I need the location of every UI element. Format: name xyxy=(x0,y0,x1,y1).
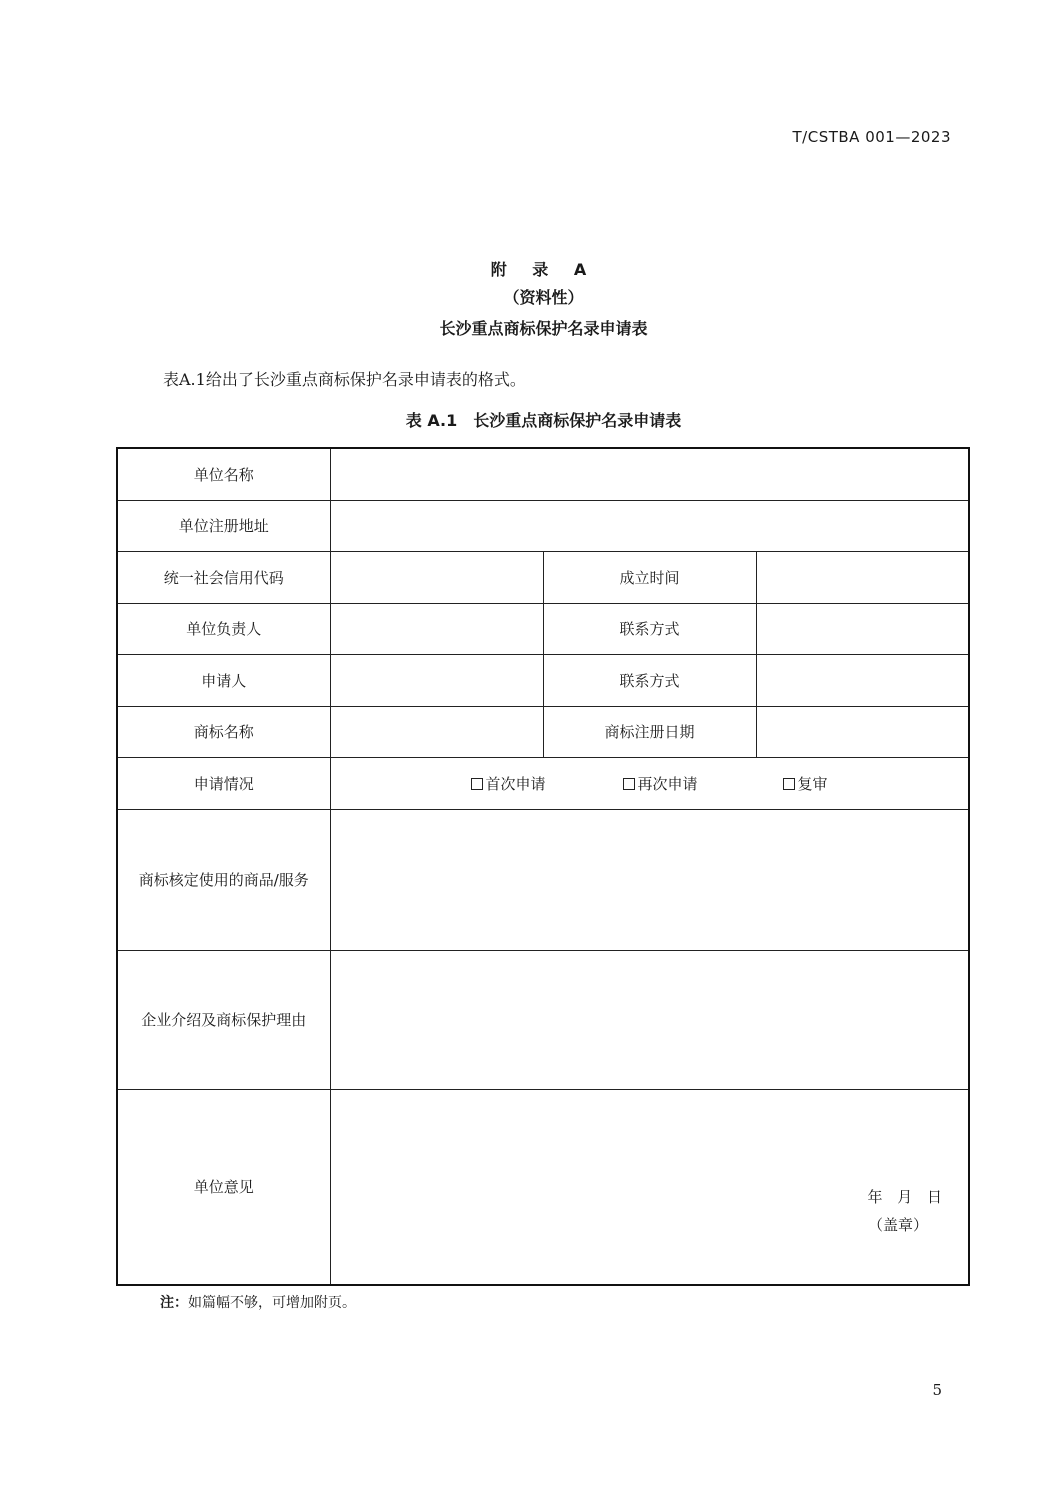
application-form-table xyxy=(116,447,970,1286)
field-unit-name[interactable] xyxy=(330,448,969,500)
field-unit-leader[interactable] xyxy=(330,603,543,654)
document-code: T/CSTBA 001—2023 xyxy=(792,128,951,146)
field-trademark-name[interactable] xyxy=(330,706,543,757)
field-established[interactable] xyxy=(756,551,969,603)
annex-name: 长沙重点商标保护名录申请表 xyxy=(439,319,648,338)
option-reapply[interactable] xyxy=(623,773,783,794)
label-contact-2: 联系方式 xyxy=(543,654,756,706)
note-label: 注： xyxy=(160,1295,188,1311)
date-line: 年 月 日 xyxy=(867,1187,942,1206)
label-unit-opinion: 单位意见 xyxy=(117,1089,330,1285)
annex-nature: （资料性） xyxy=(503,288,584,307)
table-caption: 表 A.1 长沙重点商标保护名录申请表 xyxy=(405,411,682,430)
label-applicant: 申请人 xyxy=(117,654,330,706)
field-company-intro[interactable] xyxy=(330,950,969,1089)
label-company-intro: 企业介绍及商标保护理由 xyxy=(117,950,330,1089)
field-unit-opinion[interactable] xyxy=(330,1089,969,1285)
label-apply-status: 申请情况 xyxy=(117,757,330,809)
label-trademark-reg-date: 商标注册日期 xyxy=(543,706,756,757)
note-text: 如篇幅不够，可增加附页。 xyxy=(188,1295,356,1311)
field-contact-2[interactable] xyxy=(756,654,969,706)
field-trademark-reg-date[interactable] xyxy=(756,706,969,757)
annex-title: 附 录 A xyxy=(490,260,597,279)
label-unit-leader: 单位负责人 xyxy=(117,603,330,654)
seal-label: （盖章） xyxy=(867,1215,928,1234)
field-apply-status xyxy=(330,757,969,809)
label-established: 成立时间 xyxy=(543,551,756,603)
checkbox-icon[interactable] xyxy=(471,778,483,790)
field-credit-code[interactable] xyxy=(330,551,543,603)
checkbox-icon[interactable] xyxy=(783,778,795,790)
label-contact-1: 联系方式 xyxy=(543,603,756,654)
option-reapply-label: 再次申请 xyxy=(637,774,698,793)
option-first-apply[interactable] xyxy=(471,773,623,794)
label-unit-name: 单位名称 xyxy=(117,448,330,500)
footnote xyxy=(160,1292,356,1312)
option-first-apply-label: 首次申请 xyxy=(485,774,546,793)
label-credit-code: 统一社会信用代码 xyxy=(117,551,330,603)
label-unit-address: 单位注册地址 xyxy=(117,500,330,551)
label-goods-services: 商标核定使用的商品/服务 xyxy=(117,809,330,950)
field-goods-services[interactable] xyxy=(330,809,969,950)
page-number: 5 xyxy=(932,1381,942,1399)
checkbox-icon[interactable] xyxy=(623,778,635,790)
option-review[interactable] xyxy=(783,773,828,794)
field-contact-1[interactable] xyxy=(756,603,969,654)
field-unit-address[interactable] xyxy=(330,500,969,551)
intro-paragraph: 表A.1给出了长沙重点商标保护名录申请表的格式。 xyxy=(163,370,526,389)
annex-heading xyxy=(0,258,1061,344)
field-applicant[interactable] xyxy=(330,654,543,706)
label-trademark-name: 商标名称 xyxy=(117,706,330,757)
option-review-label: 复审 xyxy=(797,774,828,793)
